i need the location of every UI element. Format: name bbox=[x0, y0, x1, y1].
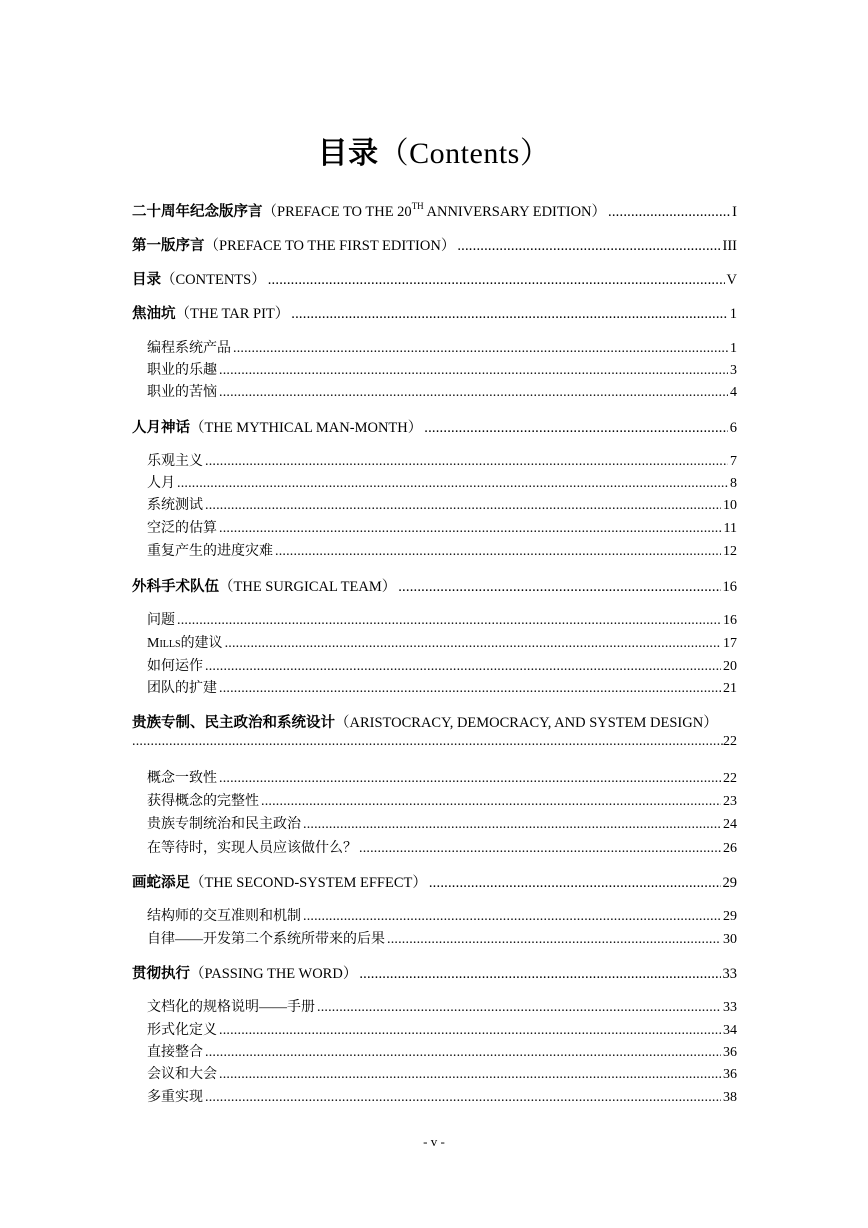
entry-title-text: 多重实现 bbox=[147, 1090, 203, 1105]
entry-title bbox=[147, 337, 231, 357]
entry-page-number: 16 bbox=[723, 613, 737, 628]
entry-title-name-rest: ILLS bbox=[159, 639, 181, 650]
entry-page-number: 12 bbox=[723, 544, 737, 559]
dot-leader bbox=[219, 363, 728, 379]
dot-leader bbox=[429, 875, 721, 892]
toc-chapter-entry[interactable] bbox=[132, 302, 737, 323]
dot-leader bbox=[268, 272, 725, 289]
dot-leader bbox=[219, 385, 728, 401]
entry-title bbox=[132, 871, 427, 892]
entry-page-number: 3 bbox=[730, 363, 737, 378]
entry-title bbox=[147, 381, 217, 401]
toc-section-entry[interactable] bbox=[147, 837, 737, 857]
toc-section-entry[interactable] bbox=[147, 337, 737, 357]
entry-title-text: 人月 bbox=[147, 476, 175, 491]
entry-title-cn: 第一版序言 bbox=[132, 238, 205, 254]
entry-page-number: 4 bbox=[730, 385, 737, 400]
toc-chapter-entry-continuation[interactable] bbox=[132, 734, 737, 750]
toc-section-entry[interactable] bbox=[147, 905, 737, 925]
entry-page-number: 1 bbox=[730, 341, 737, 356]
entry-title bbox=[147, 1041, 203, 1061]
dot-leader bbox=[275, 544, 721, 560]
dot-leader bbox=[291, 306, 727, 323]
entry-title-text: 在等待时，实现人员应该做什么？ bbox=[147, 841, 357, 856]
dot-leader bbox=[608, 204, 730, 221]
page-title bbox=[0, 128, 868, 172]
toc-chapter-entry[interactable] bbox=[132, 871, 737, 892]
toc-chapter-entry[interactable] bbox=[132, 234, 737, 255]
toc-section-entry[interactable] bbox=[147, 767, 737, 787]
entry-title-en: （THE SECOND-SYSTEM EFFECT） bbox=[190, 875, 427, 891]
toc-chapter-entry[interactable] bbox=[132, 711, 737, 732]
toc-section-entry[interactable] bbox=[147, 1063, 737, 1083]
entry-title-text: 直接整合 bbox=[147, 1045, 203, 1060]
dot-leader bbox=[219, 521, 722, 537]
entry-title bbox=[132, 302, 289, 323]
entry-title-cn: 画蛇添足 bbox=[132, 875, 190, 891]
toc-chapter-entry[interactable] bbox=[132, 200, 737, 221]
toc-section-entry[interactable] bbox=[147, 655, 737, 675]
entry-title-en: （THE SURGICAL TEAM） bbox=[219, 579, 397, 595]
toc-section-entry[interactable] bbox=[147, 609, 737, 629]
entry-page-number: 29 bbox=[723, 909, 737, 924]
dot-leader bbox=[205, 659, 721, 675]
toc-chapter-entry[interactable] bbox=[132, 575, 737, 596]
dot-leader bbox=[457, 238, 720, 255]
entry-page-number: 33 bbox=[723, 1000, 737, 1015]
entry-title-text: 的建议 bbox=[180, 636, 223, 651]
entry-title-text: 重复产生的进度灾难 bbox=[147, 544, 273, 559]
toc-section-entry[interactable] bbox=[147, 928, 737, 948]
entry-page-number: 29 bbox=[722, 875, 737, 891]
dot-leader bbox=[261, 794, 721, 810]
dot-leader bbox=[177, 476, 728, 492]
entry-title bbox=[132, 575, 396, 596]
toc-section-entry[interactable] bbox=[147, 540, 737, 560]
entry-page-number: 17 bbox=[723, 636, 737, 651]
entry-page-number: 23 bbox=[723, 794, 737, 809]
entry-page-number: 33 bbox=[722, 966, 737, 982]
entry-title-cn: 人月神话 bbox=[132, 420, 190, 436]
toc-section-entry[interactable] bbox=[147, 472, 737, 492]
entry-title bbox=[147, 540, 273, 560]
entry-title-en: （CONTENTS） bbox=[161, 272, 266, 288]
entry-title-superscript: TH bbox=[411, 201, 424, 211]
entry-title-cn: 二十周年纪念版序言 bbox=[132, 204, 263, 220]
dot-leader bbox=[233, 341, 728, 357]
entry-title-text: 团队的扩建 bbox=[147, 681, 217, 696]
entry-title bbox=[147, 767, 217, 787]
entry-title-text: 获得概念的完整性 bbox=[147, 794, 259, 809]
entry-title bbox=[147, 996, 315, 1016]
toc-section-entry[interactable] bbox=[147, 632, 737, 652]
entry-title-text: 概念一致性 bbox=[147, 771, 217, 786]
entry-title-cn: 贯彻执行 bbox=[132, 966, 190, 982]
entry-title bbox=[147, 1086, 203, 1106]
entry-title-text: 空泛的估算 bbox=[147, 521, 217, 536]
entry-title bbox=[132, 234, 455, 255]
dot-leader bbox=[303, 817, 721, 833]
dot-leader bbox=[317, 1000, 721, 1016]
dot-leader bbox=[205, 1090, 721, 1106]
page-number-footer: - v - bbox=[423, 1134, 445, 1149]
entry-title bbox=[132, 962, 357, 983]
entry-title bbox=[147, 1063, 217, 1083]
entry-page-number: I bbox=[732, 204, 737, 220]
toc-chapter-entry[interactable] bbox=[132, 962, 737, 983]
toc-chapter-entry[interactable] bbox=[132, 268, 737, 289]
entry-title bbox=[132, 416, 422, 437]
entry-title bbox=[147, 655, 203, 675]
entry-title-text: 职业的苦恼 bbox=[147, 385, 217, 400]
toc-section-entry[interactable] bbox=[147, 1041, 737, 1061]
entry-title bbox=[147, 790, 259, 810]
entry-title bbox=[147, 837, 357, 857]
entry-page-number: 22 bbox=[723, 771, 737, 786]
dot-leader bbox=[219, 771, 721, 787]
toc-section-entry[interactable] bbox=[147, 813, 737, 833]
entry-title-text: 会议和大会 bbox=[147, 1067, 217, 1082]
entry-title-text: 问题 bbox=[147, 613, 175, 628]
entry-title-text: 职业的乐趣 bbox=[147, 363, 217, 378]
entry-title-text: 编程系统产品 bbox=[147, 341, 231, 356]
entry-page-number: 20 bbox=[723, 659, 737, 674]
dot-leader bbox=[219, 1023, 721, 1039]
entry-title bbox=[147, 450, 203, 470]
entry-title-cn: 目录 bbox=[132, 272, 161, 288]
entry-title-name-initial: M bbox=[147, 636, 160, 651]
dot-leader bbox=[303, 909, 721, 925]
entry-title bbox=[132, 268, 266, 289]
entry-page-number: 38 bbox=[723, 1090, 737, 1105]
entry-page-number: 36 bbox=[723, 1067, 737, 1082]
entry-page-number: 24 bbox=[723, 817, 737, 832]
title-cn: 目录 bbox=[317, 137, 379, 170]
entry-page-number: 16 bbox=[722, 579, 737, 595]
toc-section-entry[interactable] bbox=[147, 677, 737, 697]
entry-title-cn: 贵族专制、民主政治和系统设计 bbox=[132, 715, 335, 731]
entry-title-text: 结构师的交互准则和机制 bbox=[147, 909, 301, 924]
dot-leader bbox=[398, 579, 720, 596]
dot-leader bbox=[205, 454, 728, 470]
entry-title-text: 形式化定义 bbox=[147, 1023, 217, 1038]
entry-title bbox=[132, 711, 718, 732]
entry-page-number: 22 bbox=[723, 734, 737, 749]
dot-leader bbox=[177, 613, 721, 629]
toc-section-entry[interactable] bbox=[147, 1019, 737, 1039]
entry-title-en: （PREFACE TO THE FIRST EDITION） bbox=[204, 238, 456, 254]
entry-page-number: 26 bbox=[723, 841, 737, 856]
toc-section-entry[interactable] bbox=[147, 359, 737, 379]
entry-title-en-suffix: ANNIVERSARY EDITION） bbox=[423, 204, 607, 220]
entry-title-text: 自律——开发第二个系统所带来的后果 bbox=[147, 932, 385, 947]
entry-page-number: 10 bbox=[723, 498, 737, 513]
entry-title bbox=[147, 494, 203, 514]
toc-chapter-entry[interactable] bbox=[132, 416, 737, 437]
entry-title-cn: 焦油坑 bbox=[132, 306, 176, 322]
entry-page-number: 11 bbox=[723, 521, 737, 536]
entry-page-number: 36 bbox=[723, 1045, 737, 1060]
toc-section-entry[interactable] bbox=[147, 996, 737, 1016]
entry-title-cn: 外科手术队伍 bbox=[132, 579, 219, 595]
entry-page-number: V bbox=[726, 272, 737, 288]
entry-page-number: 6 bbox=[729, 420, 737, 436]
toc-section-entry[interactable] bbox=[147, 450, 737, 470]
toc-section-entry[interactable] bbox=[147, 517, 737, 537]
entry-title-en: （THE TAR PIT） bbox=[175, 306, 290, 322]
entry-title bbox=[147, 677, 217, 697]
entry-title bbox=[147, 1019, 217, 1039]
entry-title bbox=[147, 905, 301, 925]
entry-title-text: 系统测试 bbox=[147, 498, 203, 513]
toc-section-entry[interactable] bbox=[147, 494, 737, 514]
dot-leader bbox=[205, 498, 721, 514]
entry-title bbox=[147, 609, 175, 629]
entry-page-number: 30 bbox=[723, 932, 737, 947]
title-en: （Contents） bbox=[378, 137, 551, 170]
entry-title bbox=[147, 813, 301, 833]
entry-title bbox=[147, 517, 217, 537]
entry-title bbox=[147, 359, 217, 379]
dot-leader bbox=[387, 932, 721, 948]
entry-title-text: 如何运作 bbox=[147, 659, 203, 674]
entry-page-number: 21 bbox=[723, 681, 737, 696]
dot-leader bbox=[225, 636, 721, 652]
entry-title-text: 乐观主义 bbox=[147, 454, 203, 469]
entry-title bbox=[132, 200, 606, 221]
entry-title-en: （PREFACE TO THE 20 bbox=[262, 204, 412, 220]
entry-title-en: （THE MYTHICAL MAN-MONTH） bbox=[190, 420, 423, 436]
entry-page-number: 7 bbox=[730, 454, 737, 469]
entry-page-number: 8 bbox=[730, 476, 737, 491]
dot-leader bbox=[205, 1045, 721, 1061]
toc-section-entry[interactable] bbox=[147, 381, 737, 401]
entry-title-text: 贵族专制统治和民主政治 bbox=[147, 817, 301, 832]
entry-title-en: （ARISTOCRACY, DEMOCRACY, AND SYSTEM DESIGN） bbox=[335, 715, 718, 731]
entry-title bbox=[147, 928, 385, 948]
entry-title-text: 文档化的规格说明——手册 bbox=[147, 1000, 315, 1015]
entry-title bbox=[147, 472, 175, 492]
dot-leader bbox=[424, 420, 728, 437]
entry-page-number: III bbox=[722, 238, 737, 254]
dot-leader bbox=[219, 1067, 721, 1083]
entry-page-number: 1 bbox=[729, 306, 737, 322]
entry-page-number: 34 bbox=[723, 1023, 737, 1038]
toc-section-entry[interactable] bbox=[147, 790, 737, 810]
entry-title bbox=[147, 632, 223, 652]
dot-leader bbox=[359, 966, 720, 983]
toc-section-entry[interactable] bbox=[147, 1086, 737, 1106]
dot-leader bbox=[359, 841, 721, 857]
entry-title-en: （PASSING THE WORD） bbox=[190, 966, 358, 982]
dot-leader bbox=[132, 734, 723, 750]
dot-leader bbox=[219, 681, 721, 697]
